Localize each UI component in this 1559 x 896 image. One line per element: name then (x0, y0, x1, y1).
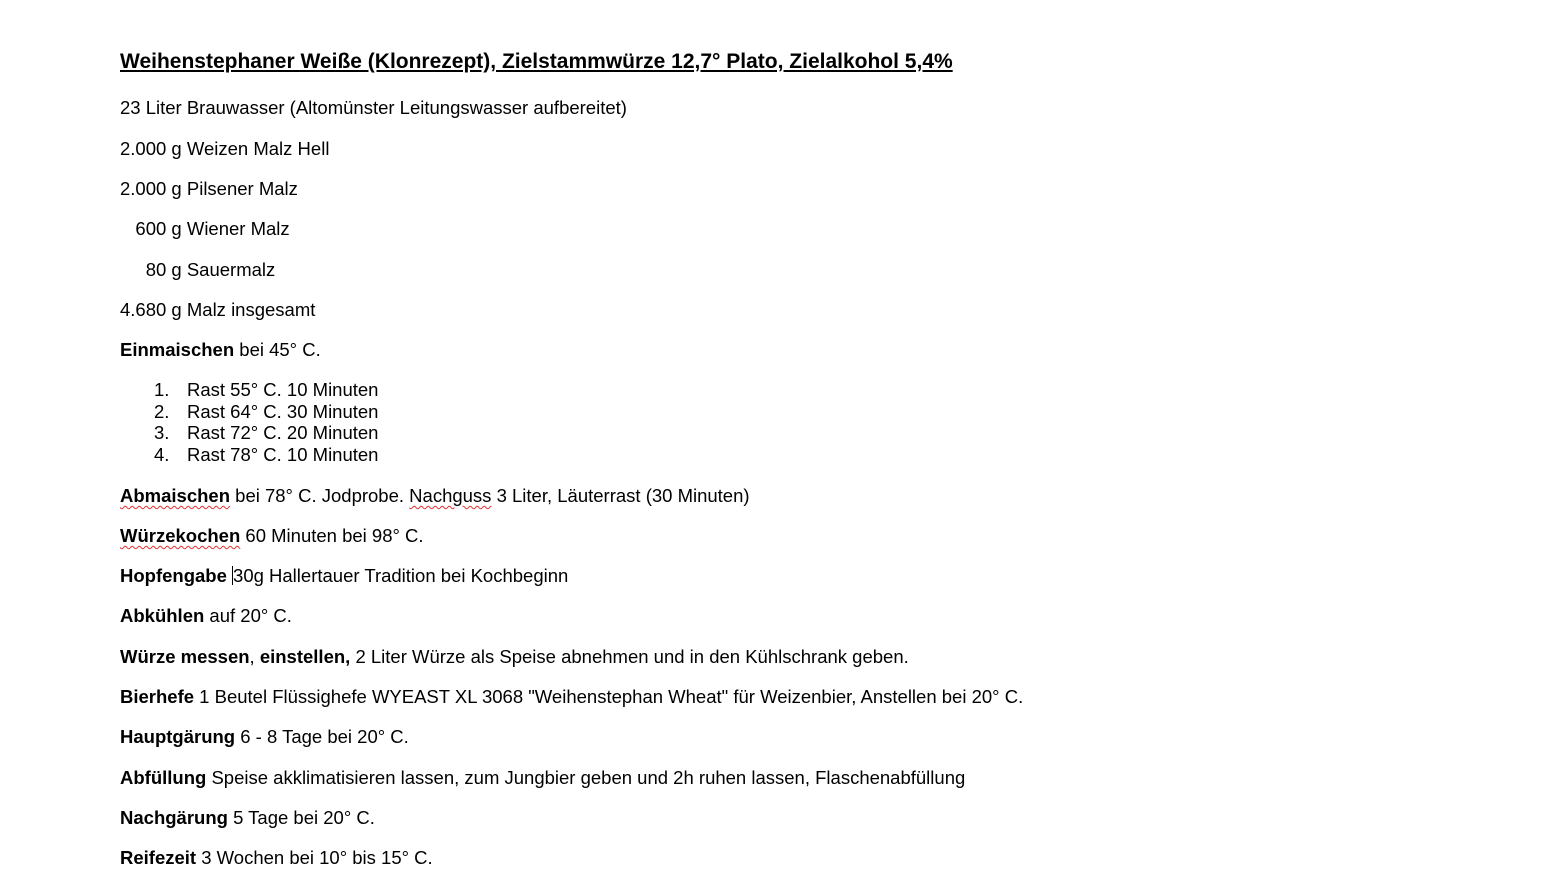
abmaischen-label: Abmaischen (120, 485, 231, 506)
hauptgaerung-label: Hauptgärung (120, 726, 236, 747)
malt-line-wiener: 600 g Wiener Malz (120, 218, 290, 239)
einmaischen-line (120, 339, 321, 361)
hopfengabe-label: Hopfengabe (120, 565, 227, 586)
list-item-text: Rast 78° C. 10 Minuten (187, 443, 379, 465)
wuerzekochen-line (120, 525, 424, 547)
hopfengabe-text: 30g Hallertauer Tradition bei Kochbeginn (233, 565, 569, 586)
list-item-number: 2. (154, 400, 170, 422)
nachgaerung-text: 5 Tage bei 20° C. (227, 807, 375, 828)
malt-line-sauermalz: 80 g Sauermalz (120, 259, 276, 280)
abmaischen-text-2: 3 Liter, Läuterrast (30 Minuten) (491, 485, 750, 506)
water-line: 23 Liter Brauwasser (Altomünster Leitungswasser aufbereitet) (120, 97, 627, 118)
list-item-text: Rast 72° C. 20 Minuten (187, 422, 379, 444)
hauptgaerung-line (120, 726, 409, 748)
list-item (120, 422, 378, 444)
abfuellung-text: Speise akklimatisieren lassen, zum Jungbier geben und 2h ruhen lassen, Flaschenabfüllung (206, 767, 966, 788)
hopfengabe-line (120, 565, 568, 587)
wuerze-messen-text: 2 Liter Würze als Speise abnehmen und in den Kühlschrank geben. (350, 646, 909, 667)
list-item (120, 401, 378, 423)
wuerzekochen-label: Würzekochen (120, 525, 241, 546)
abkuehlen-label: Abkühlen (120, 605, 205, 626)
abmaischen-line (120, 485, 750, 507)
bierhefe-text: 1 Beutel Flüssighefe WYEAST XL 3068 "Weihenstephan Wheat" für Weizenbier, Anstellen bei 20° C. (194, 686, 1024, 707)
recipe-title: Weihenstephaner Weiße (Klonrezept), Zielstammwürze 12,7° Plato, Zielalkohol 5,4% (120, 50, 953, 73)
malt-total-line: 4.680 g Malz insgesamt (120, 299, 316, 320)
list-item-number: 4. (154, 443, 170, 465)
abfuellung-label: Abfüllung (120, 767, 207, 788)
wuerze-messen-label: Würze messen (120, 646, 250, 667)
reifezeit-text: 3 Wochen bei 10° bis 15° C. (196, 847, 433, 868)
list-item-text: Rast 64° C. 30 Minuten (187, 400, 379, 422)
bierhefe-line (120, 686, 1023, 708)
list-item (120, 444, 378, 466)
abfuellung-line (120, 767, 965, 789)
nachgaerung-line (120, 807, 375, 829)
rest-list (120, 379, 378, 465)
nachguss-word: Nachguss (409, 485, 492, 506)
einmaischen-text: bei 45° C. (234, 339, 321, 360)
list-item-number: 3. (154, 422, 170, 444)
einmaischen-label: Einmaischen (120, 339, 235, 360)
malt-line-weizen: 2.000 g Weizen Malz Hell (120, 138, 330, 159)
wuerze-messen-line (120, 646, 909, 668)
malt-line-pilsener: 2.000 g Pilsener Malz (120, 178, 298, 199)
einstellen-label: einstellen, (259, 646, 351, 667)
list-item-number: 1. (154, 379, 170, 400)
hauptgaerung-text: 6 - 8 Tage bei 20° C. (235, 726, 409, 747)
abkuehlen-line (120, 605, 292, 627)
wuerzekochen-text: 60 Minuten bei 98° C. (240, 525, 424, 546)
list-item-text: Rast 55° C. 10 Minuten (187, 379, 379, 400)
reifezeit-label: Reifezeit (120, 847, 197, 868)
nachgaerung-label: Nachgärung (120, 807, 228, 828)
bierhefe-label: Bierhefe (120, 686, 195, 707)
wuerze-messen-separator: , (249, 646, 260, 667)
abkuehlen-text: auf 20° C. (204, 605, 292, 626)
list-item (120, 379, 378, 401)
reifezeit-line (120, 847, 433, 869)
abmaischen-text-1: bei 78° C. Jodprobe. (230, 485, 410, 506)
